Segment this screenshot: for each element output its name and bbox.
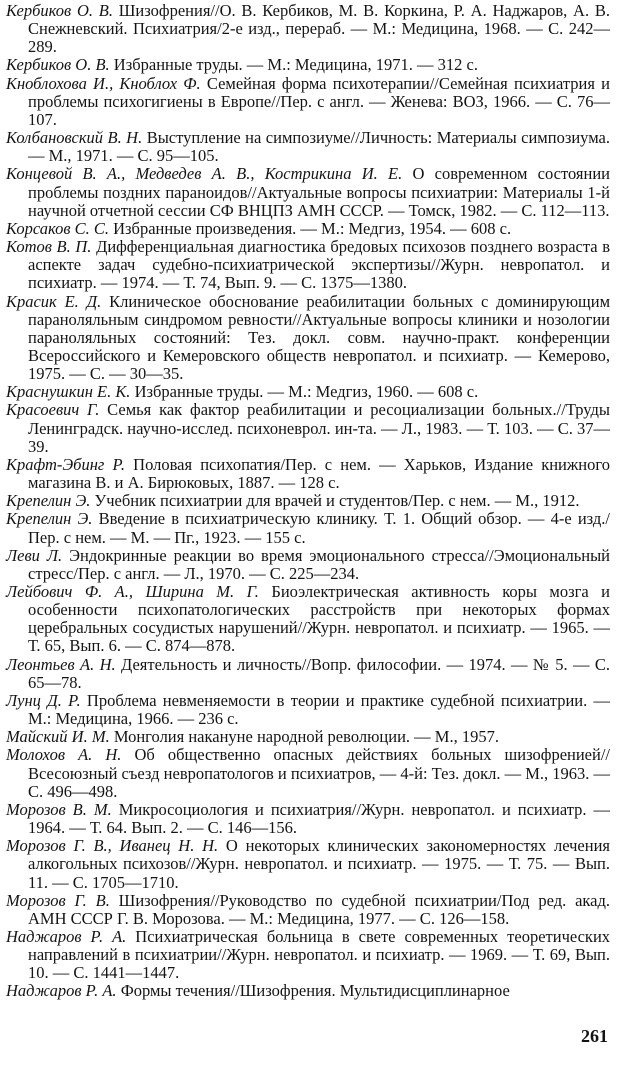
- bibliography-entry: [6, 982, 610, 1000]
- entry-text: Учебник психиатрии для врачей и студентов/Пер. с нем. — М., 1912.: [94, 491, 580, 511]
- entry-text: Об общественно опасных действиях больных шизофренией//Всесоюзный съезд невропатологов и психиатров, — 4-й: Тез. докл. — М., 1963. — С. 496—498.: [28, 745, 610, 801]
- bibliography-entry: [6, 928, 610, 982]
- entry-author: Морозов В. М.: [6, 799, 112, 819]
- bibliography-entry: [6, 2, 610, 56]
- entry-author: Красоевич Г.: [6, 400, 100, 420]
- bibliography-entry: [6, 129, 610, 165]
- entry-text: Монголия накануне народной революции. — М., 1957.: [113, 727, 499, 747]
- bibliography-entry: [6, 746, 610, 800]
- bibliography-entry: [6, 238, 610, 292]
- bibliography-entry: [6, 547, 610, 583]
- entry-author: Леонтьев А. Н.: [6, 654, 116, 674]
- entry-text: Дифференциальная диагностика бредовых психозов позднего возраста в аспекте задач судебно-психиатрической экспертизы//Журн. невропатол. и психиатр. — 1974. — Т. 74, Вып. 9. — С. 1375—1380.: [28, 237, 611, 293]
- bibliography-entry: [6, 510, 610, 546]
- bibliography-entry: [6, 293, 610, 384]
- entry-author: Лейбович Ф. А., Ширина М. Г.: [6, 582, 259, 601]
- entry-text: Формы течения//Шизофрения. Мультидисциплинарное: [120, 981, 510, 1001]
- entry-text: Деятельность и личность//Вопр. философии. — 1974. — № 5. — С. 65—78.: [28, 654, 611, 692]
- entry-text: Избранные труды. — М.: Медгиз, 1960. — 608 с.: [134, 382, 479, 402]
- bibliography-entry: [6, 728, 610, 746]
- entry-author: Леви Л.: [6, 545, 63, 565]
- entry-text: Половая психопатия/Пер. с нем. — Харьков, Издание книжного магазина В. и А. Бирюковых, 1887. — 128 с.: [28, 454, 610, 493]
- bibliography-entry: [6, 492, 610, 510]
- entry-author: Крепелин Э.: [6, 509, 93, 529]
- bibliography-entry: [6, 801, 610, 837]
- entry-author: Молохов А. Н.: [6, 745, 122, 765]
- entry-author: Корсаков С. С.: [6, 218, 109, 238]
- entry-author: Кербиков О. В.: [6, 55, 110, 75]
- entry-author: Колбановский В. Н.: [6, 128, 143, 148]
- entry-author: Лунц Д. Р.: [6, 690, 81, 710]
- entry-text: Шизофрения//Руководство по судебной психиатрии/Под ред. акад. АМН СССР Г. В. Морозова. — М.: Медицина, 1977. — С. 126—158.: [28, 890, 611, 928]
- entry-author: Морозов Г. В.: [6, 890, 110, 910]
- page-number: 261: [581, 1026, 608, 1046]
- entry-author: Красик Е. Д.: [6, 291, 102, 311]
- entry-text: Выступление на симпозиуме//Личность: Материалы симпозиума. — М., 1971. — С. 95—105.: [28, 128, 610, 166]
- entry-author: Морозов Г. В., Иванец Н. Н.: [6, 836, 219, 856]
- bibliography-entry: [6, 583, 610, 656]
- entry-author: Краснушкин Е. К.: [6, 382, 131, 402]
- entry-text: Семья как фактор реабилитации и ресоциализации больных.//Труды Ленинградск. научно-исслед. психоневрол. ин-та. — Л., 1983. — Т. 103. — С. 37—39.: [28, 400, 610, 456]
- entry-text: Проблема невменяемости в теории и практике судебной психиатрии. — М.: Медицина, 1966. — 236 с.: [28, 690, 611, 729]
- bibliography-entry: [6, 56, 610, 74]
- entry-author: Кербиков О. В.: [6, 1, 113, 20]
- entry-text: Шизофрения//О. В. Кербиков, М. В. Коркина, Р. А. Наджаров, А. В. Снежневский. Психиатрия/2-е изд., перераб. — М.: Медицина, 1968. — С. 242—289.: [28, 1, 610, 57]
- entry-author: Наджаров Р. А.: [6, 926, 127, 946]
- entry-text: Микросоциология и психиатрия//Журн. невропатол. и психиатр. — 1964. — Т. 64. Вып. 2. — С. 146—156.: [28, 799, 611, 838]
- entry-text: Введение в психиатрическую клинику. Т. 1. Общий обзор. — 4-е изд./Пер. с нем. — М. — Пг., 1923. — 155 с.: [28, 509, 610, 547]
- entry-text: О современном состоянии проблемы поздних параноидов//Актуальные вопросы психиатрии: Материалы 1-й научной отчетной сессии СФ ВНЦПЗ АМН СССР. — Томск, 1982. — С. 112—113.: [28, 164, 610, 220]
- entry-text: Семейная форма психотерапии//Семейная психиатрия и проблемы психогигиены в Европе//Пер. с англ. — Женева: ВОЗ, 1966. — С. 76—107.: [28, 73, 610, 129]
- entry-author: Крафт-Эбинг Р.: [6, 454, 126, 474]
- entry-author: Котов В. П.: [6, 237, 92, 257]
- entry-text: Психиатрическая больница в свете современных теоретических направлений в психиатрии//Журн. невропатол. и психиатр. — 1969. — Т. 69, Вып. 10. — С. 1441—1447.: [28, 926, 611, 983]
- bibliography-entry: [6, 456, 610, 492]
- bibliography-entry: [6, 692, 610, 728]
- entry-author: Кноблохова И., Кноблох Ф.: [6, 73, 201, 93]
- entry-text: Избранные произведения. — М.: Медгиз, 1954. — 608 с.: [113, 218, 512, 238]
- entry-text: Эндокринные реакции во время эмоционального стресса//Эмоциональный стресс/Пер. с англ. — Л., 1970. — С. 225—234.: [28, 545, 610, 583]
- bibliography-entry: [6, 165, 610, 219]
- bibliography-page: [6, 2, 610, 1001]
- bibliography-entry: [6, 401, 610, 455]
- bibliography-entry: [6, 892, 610, 928]
- bibliography-entry: [6, 383, 610, 401]
- entry-text: О некоторых клинических закономерностях лечения алкогольных психозов//Журн. невропатол. и психиатр. — 1975. — Т. 75. — Вып. 11. — С. 1705—1710.: [28, 836, 610, 892]
- entry-text: Избранные труды. — М.: Медицина, 1971. — 312 с.: [113, 55, 478, 75]
- entry-text: Биоэлектрическая активность коры мозга и особенности психопатологических расстройств при некоторых формах церебральных сосудистых нарушений//Журн. невропатол. и психиатр. — 1965. — Т. 65, Вып. 6. — С. 874—878.: [28, 582, 611, 656]
- entry-text: Клиническое обоснование реабилитации больных с доминирующим параноляльным синдромом ревности//Актуальные вопросы клиники и нозологии параноляльных состояний: Тез. докл. совм. научно-практ. конференции Всероссийского и Кемеровского обществ невропатол. и психиатр. — Кемерово, 1975. — С. — 30—35.: [28, 291, 611, 384]
- entry-author: Наджаров Р. А.: [6, 981, 117, 1001]
- bibliography-entry: [6, 656, 610, 692]
- bibliography-entry: [6, 75, 610, 129]
- entry-author: Концевой В. А., Медведев А. В., Кострикина И. Е.: [6, 164, 403, 184]
- bibliography-entry: [6, 837, 610, 891]
- bibliography-entry: [6, 220, 610, 238]
- entry-author: Крепелин Э.: [6, 491, 91, 511]
- entry-author: Майский И. М.: [6, 727, 110, 747]
